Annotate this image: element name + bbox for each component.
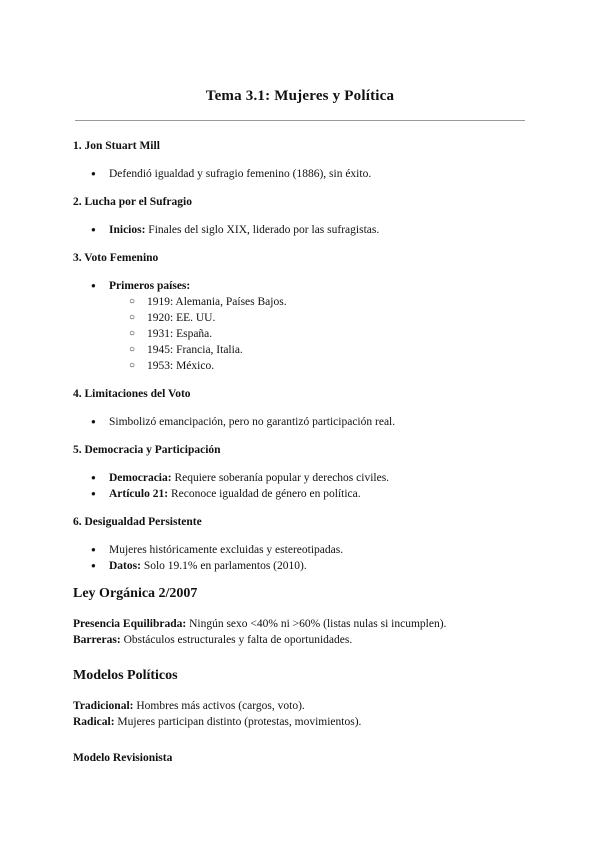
item-text: Reconoce igualdad de género en política. xyxy=(168,488,361,500)
list-item xyxy=(109,166,533,182)
item-text: Requiere soberanía popular y derechos civiles. xyxy=(171,472,390,484)
sub-list-item: ○ 1931: España. xyxy=(147,326,533,342)
para-text: Ningún sexo <40% ni >60% (listas nulas si incumplen). xyxy=(186,618,447,630)
list-item xyxy=(109,414,533,430)
para-label: Radical: xyxy=(73,716,115,728)
section-heading: 6. Desigualdad Persistente xyxy=(73,516,202,528)
sub-list-item: ○ 1919: Alemania, Países Bajos. xyxy=(147,294,533,310)
revisionista-heading: Modelo Revisionista xyxy=(73,752,173,764)
section-list xyxy=(73,470,533,502)
item-text: Defendió igualdad y sufragio femenino (1886), sin éxito. xyxy=(109,168,372,180)
section-heading: 5. Democracia y Participación xyxy=(73,444,221,456)
item-text: Simbolizó emancipación, pero no garantizó participación real. xyxy=(109,416,396,428)
list-item xyxy=(109,278,533,374)
list-item xyxy=(109,542,533,558)
modelos-block xyxy=(73,698,533,730)
para-label: Barreras: xyxy=(73,634,121,646)
paragraph xyxy=(73,698,533,714)
section-list xyxy=(73,542,533,574)
sub-list xyxy=(109,294,533,374)
para-text: Obstáculos estructurales y falta de oportunidades. xyxy=(120,634,353,646)
list-item xyxy=(109,486,533,502)
section-list xyxy=(73,166,533,182)
section-list xyxy=(73,222,533,238)
para-label: Presencia Equilibrada: xyxy=(73,618,187,630)
sub-list-item: ○ 1945: Francia, Italia. xyxy=(147,342,533,358)
para-text: Mujeres participan distinto (protestas, movimientos). xyxy=(114,716,362,728)
para-text: Hombres más activos (cargos, voto). xyxy=(133,700,305,712)
sub-list-item: ○ 1953: México. xyxy=(147,358,533,374)
section-heading: 1. Jon Stuart Mill xyxy=(73,140,160,152)
item-label: Primeros países: xyxy=(109,280,191,292)
item-label: Democracia: xyxy=(109,472,172,484)
list-item xyxy=(109,558,533,574)
list-item xyxy=(109,470,533,486)
document-body xyxy=(73,138,533,778)
item-text: Mujeres históricamente excluidas y estereotipadas. xyxy=(109,544,344,556)
sub-list-item: ○ 1920: EE. UU. xyxy=(147,310,533,326)
section-heading: 4. Limitaciones del Voto xyxy=(73,388,191,400)
para-label: Tradicional: xyxy=(73,700,134,712)
title-divider xyxy=(75,120,525,121)
paragraph xyxy=(73,714,533,730)
section-heading: 3. Voto Femenino xyxy=(73,252,159,264)
item-text: Finales del siglo XIX, liderado por las sufragistas. xyxy=(145,224,380,236)
list-item xyxy=(109,222,533,238)
item-label: Datos: xyxy=(109,560,141,572)
item-label: Inicios: xyxy=(109,224,146,236)
section-heading: 2. Lucha por el Sufragio xyxy=(73,196,192,208)
ley-heading: Ley Orgánica 2/2007 xyxy=(73,586,198,601)
ley-block xyxy=(73,616,533,648)
section-list xyxy=(73,414,533,430)
paragraph xyxy=(73,632,533,648)
section-list xyxy=(73,278,533,374)
modelos-heading: Modelos Políticos xyxy=(73,668,178,683)
item-label: Artículo 21: xyxy=(109,488,169,500)
document-title: Tema 3.1: Mujeres y Política xyxy=(205,88,395,104)
item-text: Solo 19.1% en parlamentos (2010). xyxy=(140,560,307,572)
paragraph xyxy=(73,616,533,632)
